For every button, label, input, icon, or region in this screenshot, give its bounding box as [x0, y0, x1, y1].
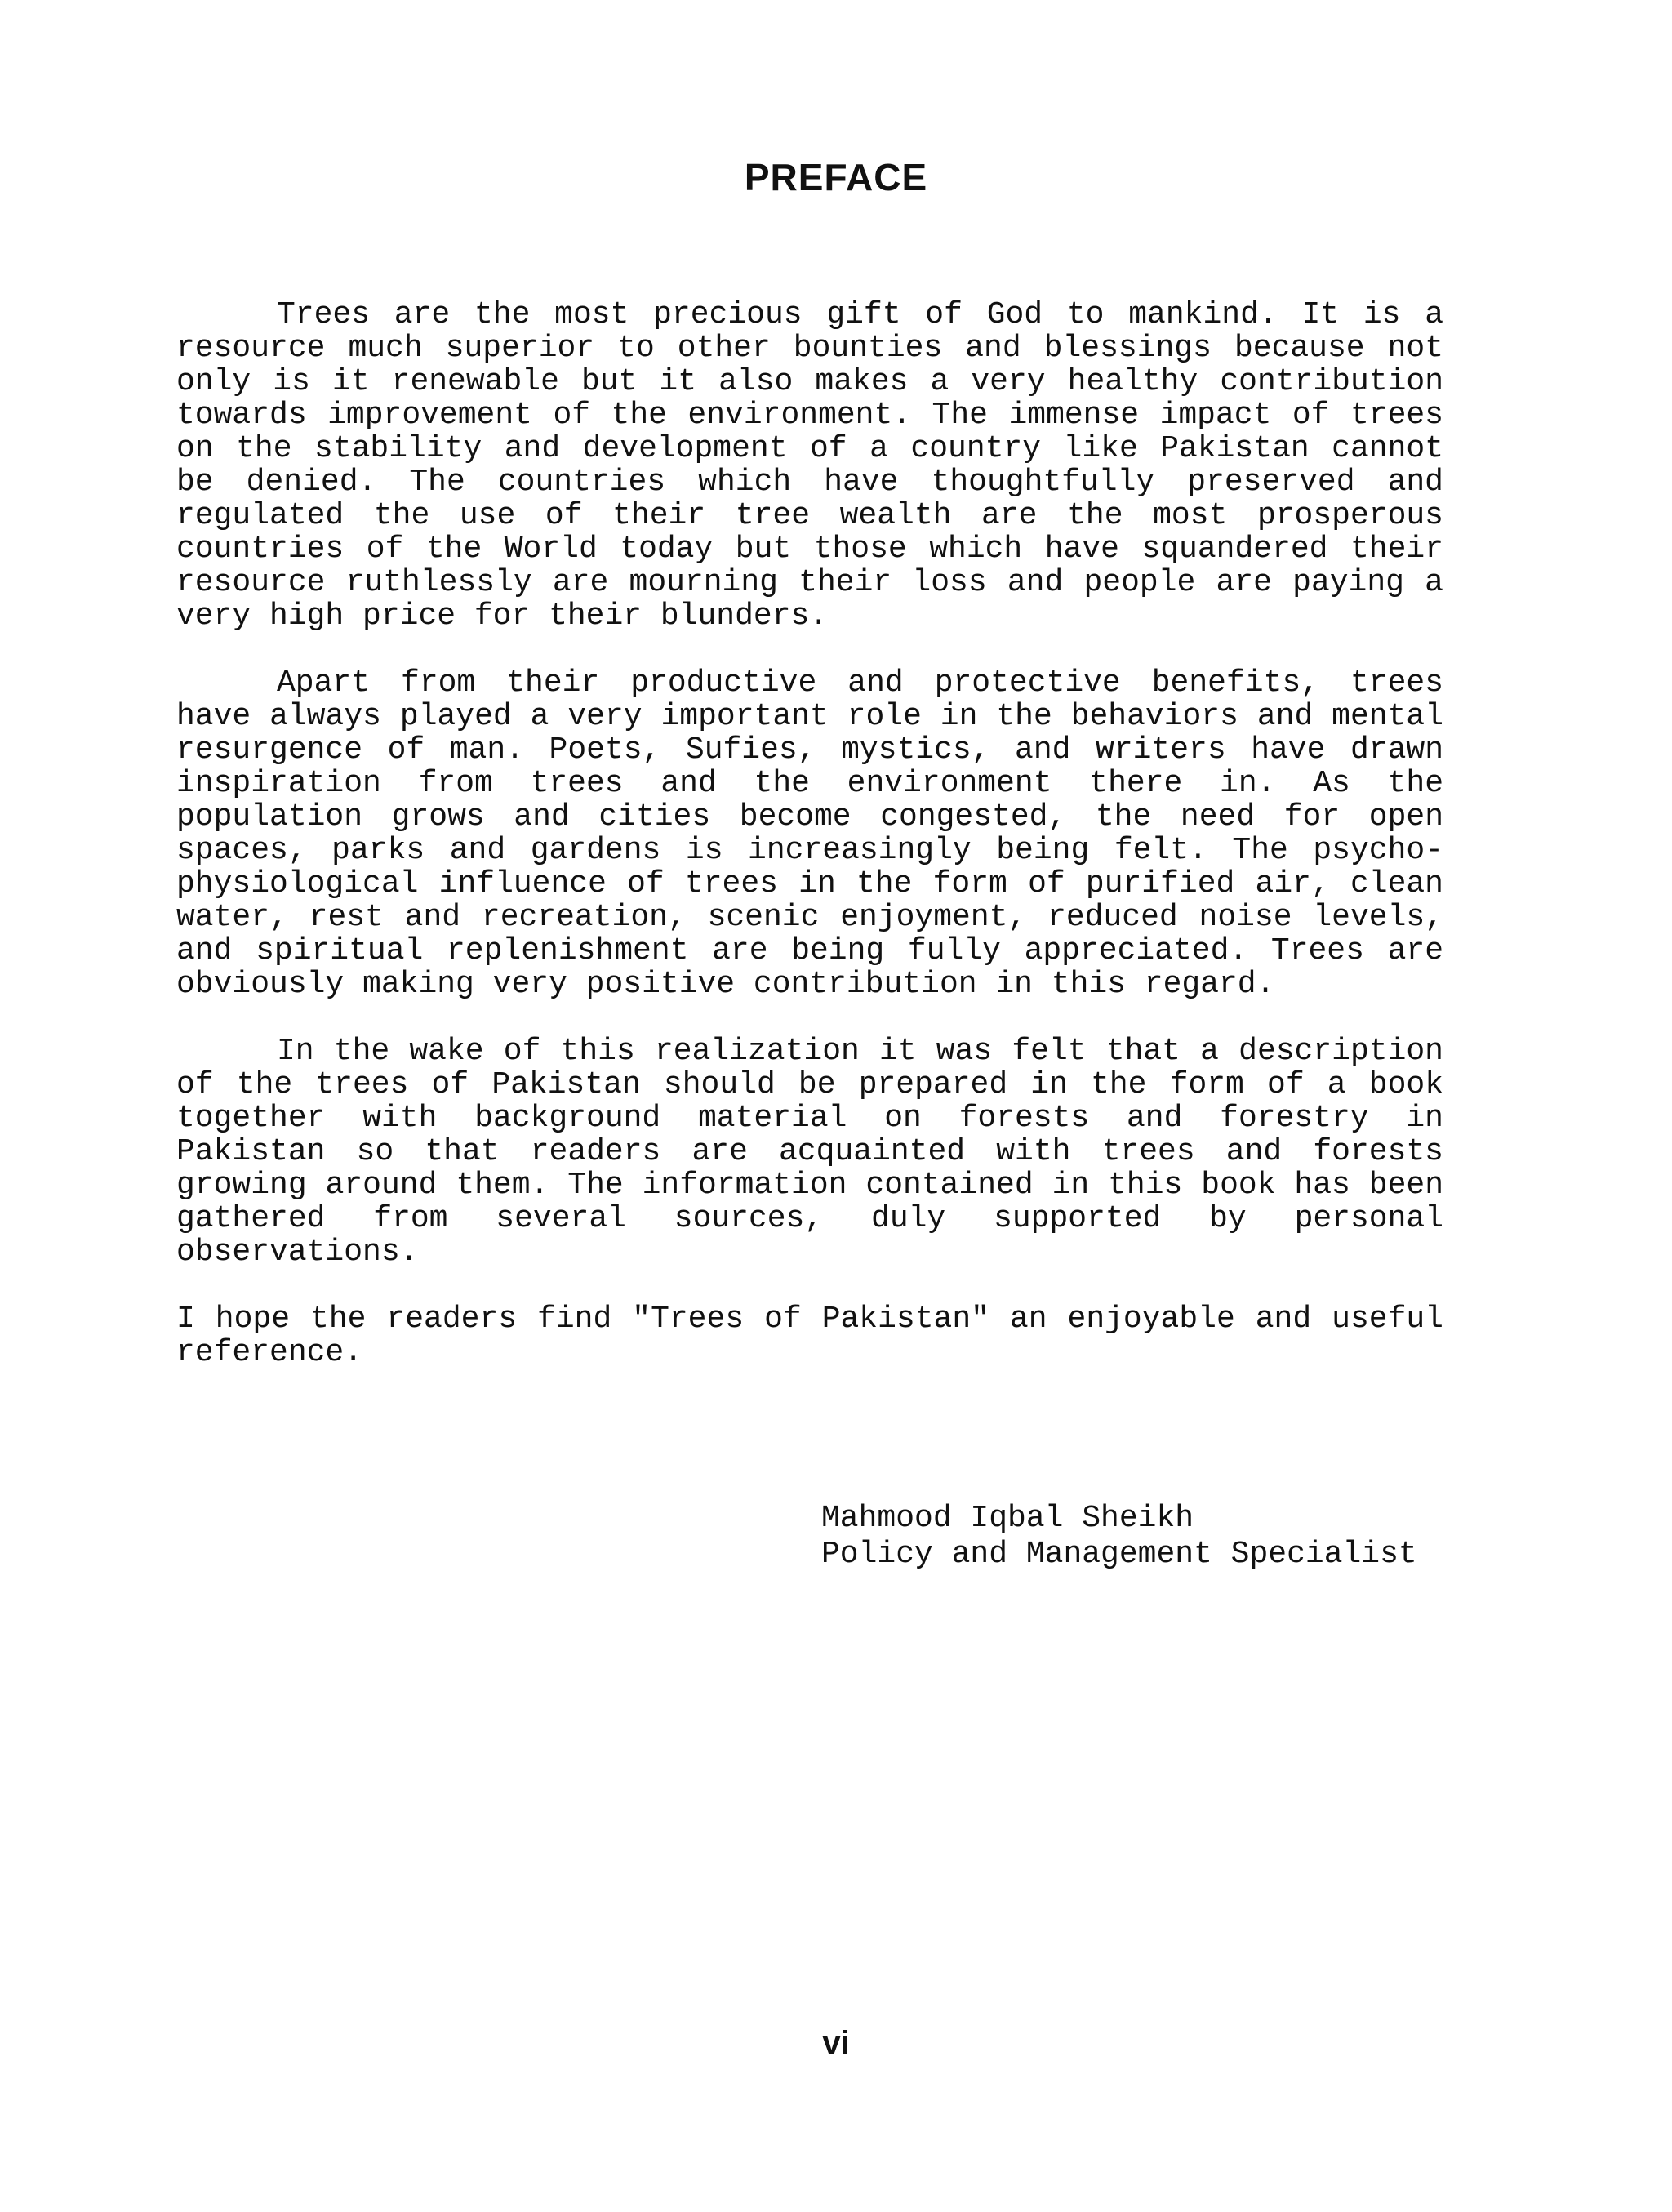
paragraph-2: Apart from their productive and protective benefits, trees have always played a very important role in the behaviors and mental resurgence of man. Poets, Sufies, mystics, and writers have drawn inspiration from trees and the environment there in. As the population grows and cities become congested, the need for open spaces, parks and gardens is increasingly being felt. The psycho-physiological influence of trees in the form of purified air, clean water, rest and recreation, scenic enjoyment, reduced noise levels, and spiritual replenishment are being fully appreciated. Trees are obviously making very positive contribution in this regard. [176, 665, 1443, 1002]
preface-body [176, 298, 1443, 1403]
paragraph-4: I hope the readers find "Trees of Pakistan" an enjoyable and useful reference. [176, 1302, 1443, 1370]
page-title: PREFACE [744, 156, 928, 198]
signature-block [821, 1501, 1417, 1573]
author-name: Mahmood Iqbal Sheikh [821, 1501, 1194, 1536]
author-designation: Policy and Management Specialist [821, 1537, 1417, 1572]
paragraph-1: Trees are the most precious gift of God to mankind. It is a resource much superior to other bounties and blessings because not only is it renewable but it also makes a very healthy contribution towards improvement of the environment. The immense impact of trees on the stability and development of a country like Pakistan cannot be denied. The countries which have thoughtfully preserved and regulated the use of their tree wealth are the most prosperous countries of the World today but those which have squandered their resource ruthlessly are mourning their loss and people are paying a very high price for their blunders. [176, 297, 1443, 634]
paragraph-3: In the wake of this realization it was felt that a description of the trees of Pakistan should be prepared in the form of a book together with background material on forests and forestry in Pakistan so that readers are acquainted with trees and forests growing around them. The information contained in this book has been gathered from several sources, duly supported by personal observations. [176, 1034, 1443, 1270]
page-number: vi [822, 2025, 850, 2061]
